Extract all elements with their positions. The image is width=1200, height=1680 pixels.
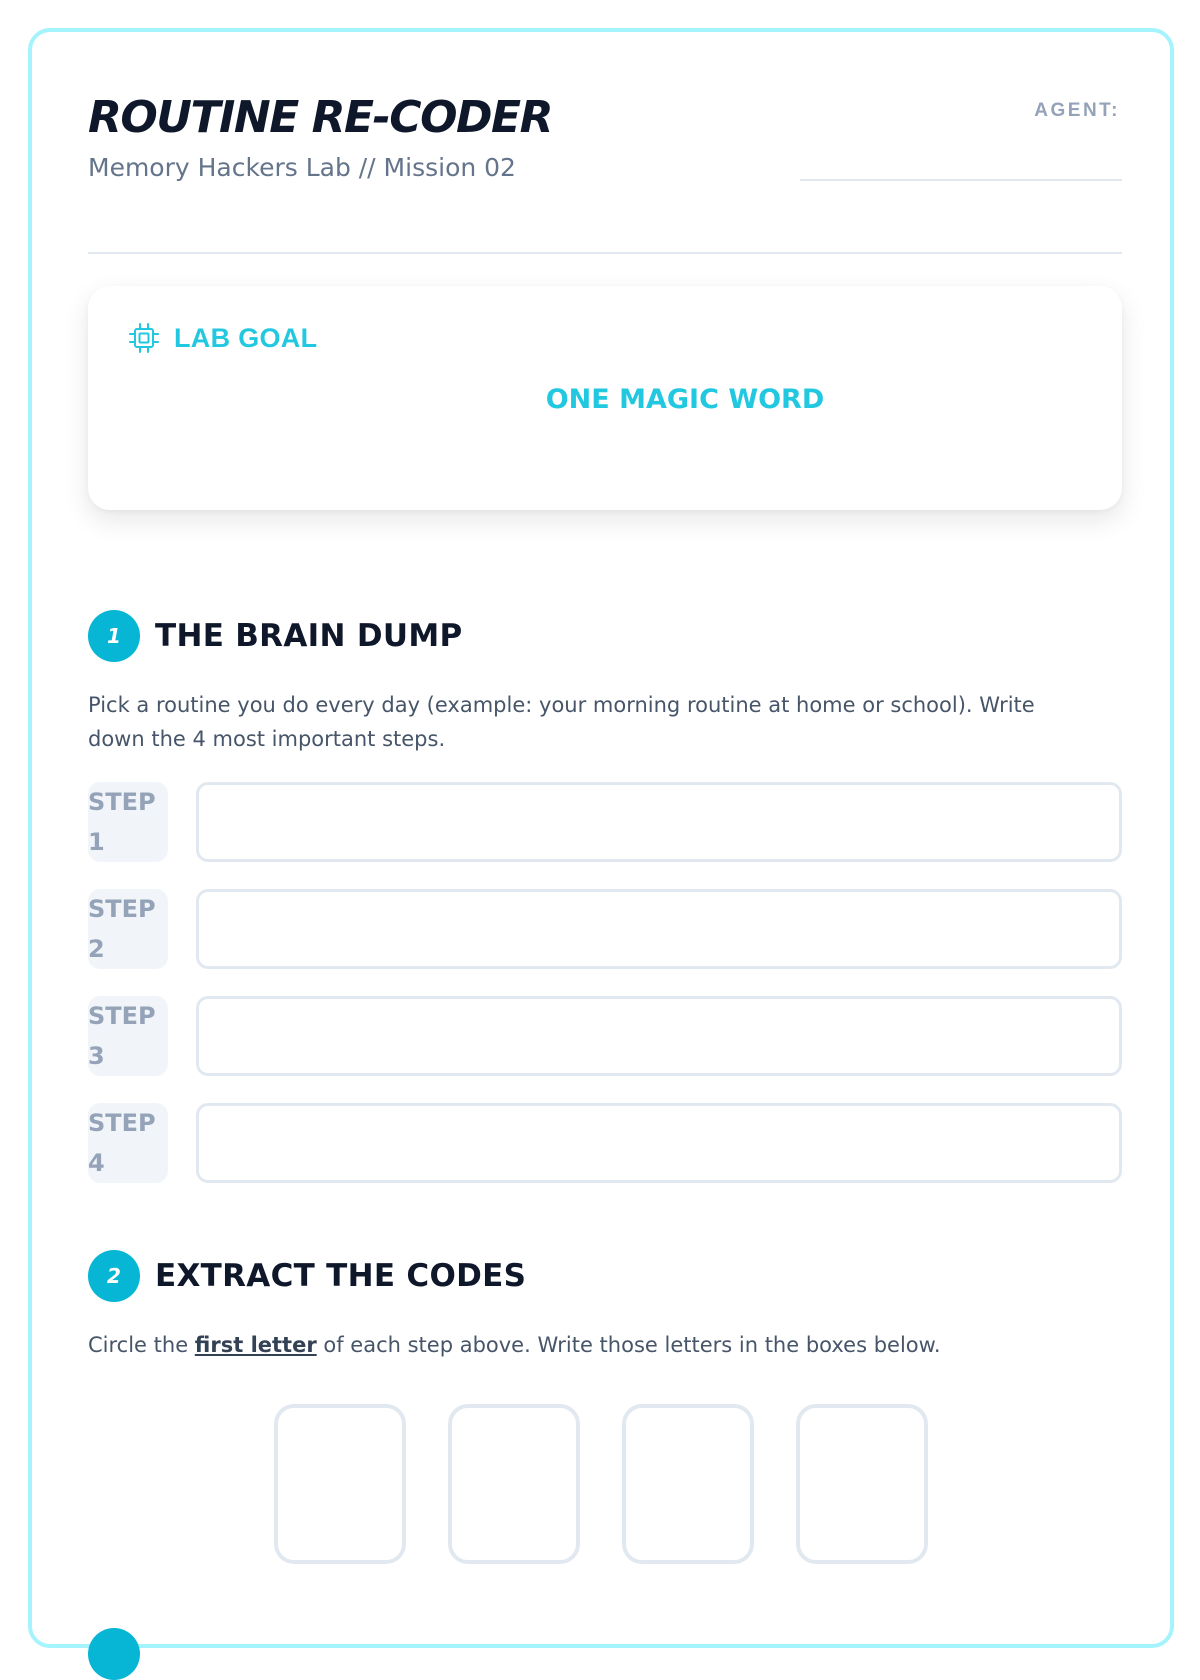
section-3-number-badge	[88, 1628, 140, 1680]
section-2-title: EXTRACT THE CODES	[155, 1258, 527, 1294]
step-row	[88, 996, 1122, 1076]
step-row	[88, 889, 1122, 969]
worksheet-frame	[28, 28, 1174, 1648]
agent-name-field[interactable]	[800, 179, 1122, 181]
step-row	[88, 782, 1122, 862]
step-label: STEP 2	[88, 889, 168, 969]
step-label: STEP 3	[88, 996, 168, 1076]
lab-goal-text: ONE MAGIC WORD	[545, 384, 825, 415]
code-letter-box-2[interactable]	[448, 1404, 580, 1564]
section-1-number-badge: 1	[88, 610, 140, 662]
step-2-input[interactable]	[196, 889, 1122, 969]
step-label: STEP 1	[88, 782, 168, 862]
section-2-number-badge: 2	[88, 1250, 140, 1302]
step-1-input[interactable]	[196, 782, 1122, 862]
step-label: STEP 4	[88, 1103, 168, 1183]
chip-icon	[128, 322, 160, 354]
worksheet-header	[88, 32, 1122, 254]
code-letter-box-3[interactable]	[622, 1404, 754, 1564]
code-letter-box-1[interactable]	[274, 1404, 406, 1564]
step-row	[88, 1103, 1122, 1183]
step-3-input[interactable]	[196, 996, 1122, 1076]
section-1-title: THE BRAIN DUMP	[155, 618, 463, 654]
section-2-header	[88, 1250, 526, 1302]
lab-goal-header	[128, 322, 317, 354]
page-title: ROUTINE RE-CODER	[88, 92, 552, 143]
lab-goal-card	[88, 286, 1122, 510]
section-1-description: Pick a routine you do every day (example: your morning routine at home or school). Write down the 4 most important steps.	[88, 693, 1035, 751]
code-letter-box-4[interactable]	[796, 1404, 928, 1564]
first-letter-emphasis: first letter	[194, 1333, 317, 1357]
agent-label: AGENT:	[1034, 100, 1120, 121]
step-4-input[interactable]	[196, 1103, 1122, 1183]
section-1-header	[88, 610, 463, 662]
lab-goal-label: LAB GOAL	[174, 322, 318, 353]
section-2-description: Circle the first letter of each step above. Write those letters in the boxes below.	[88, 1333, 941, 1357]
worksheet-content	[88, 32, 1122, 1357]
page-subtitle: Memory Hackers Lab // Mission 02	[88, 153, 516, 182]
